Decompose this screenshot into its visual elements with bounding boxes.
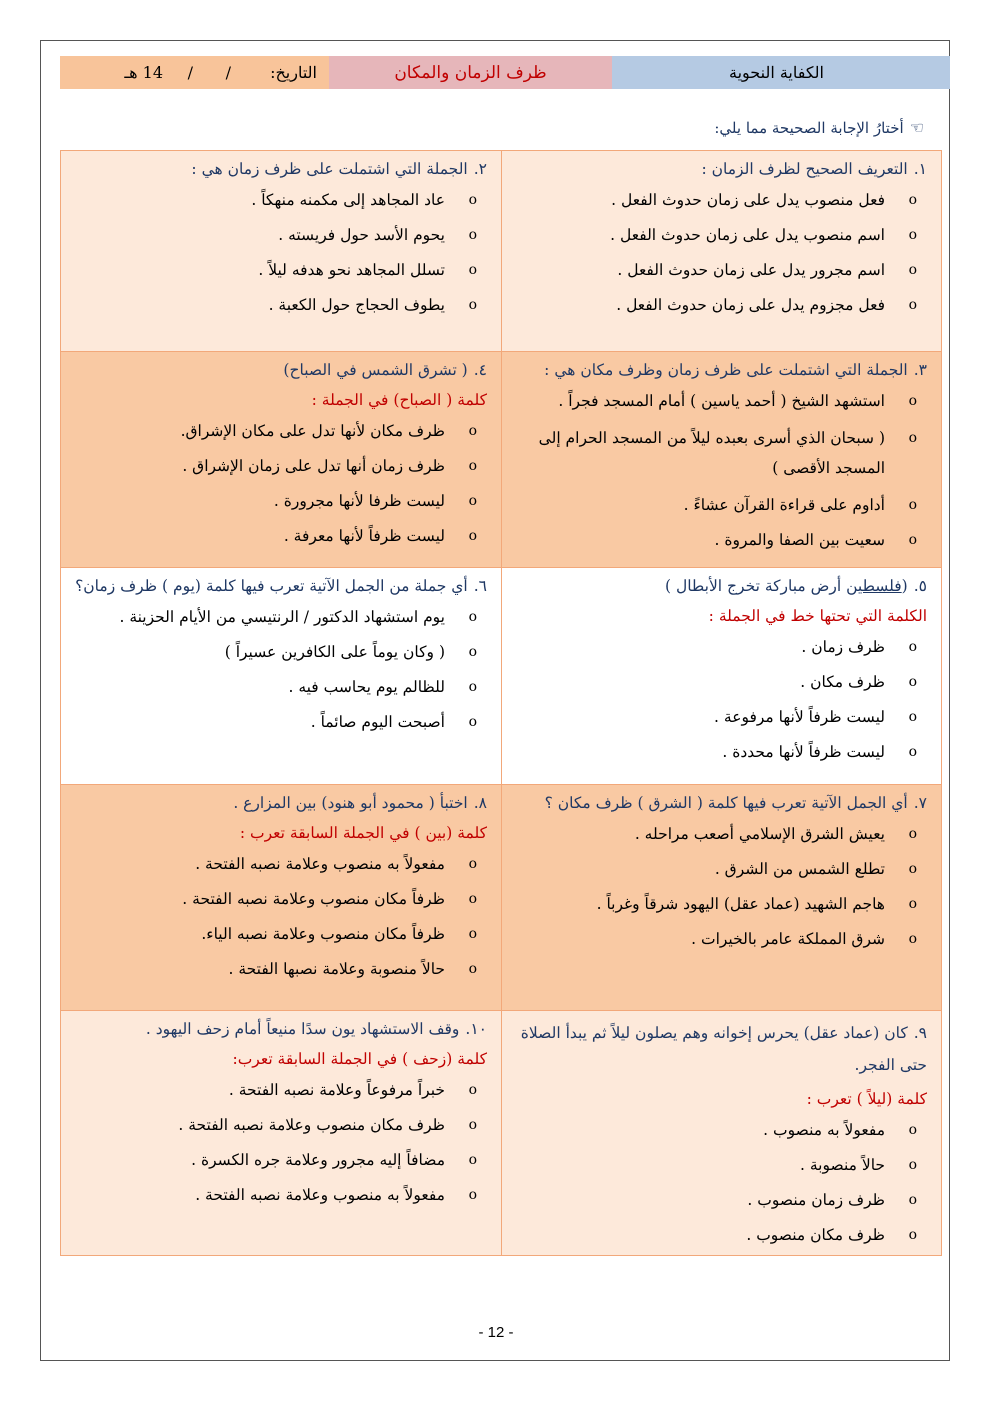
- question-number: ٩.: [913, 1024, 927, 1042]
- option[interactable]: o ظرف مكان لأنها تدل على مكان الإشراق.: [71, 418, 487, 444]
- question-number: ٥.: [913, 577, 927, 595]
- radio-circle-icon[interactable]: o: [468, 423, 477, 439]
- option[interactable]: o خبراً مرفوعاً وعلامة نصبه الفتحة .: [71, 1077, 487, 1103]
- radio-circle-icon[interactable]: o: [908, 262, 917, 278]
- option[interactable]: o ظرف مكان منصوب وعلامة نصبه الفتحة .: [71, 1112, 487, 1138]
- question-row: [61, 1011, 941, 1255]
- option[interactable]: o ظرفاً مكان منصوب وعلامة نصبه الياء.: [71, 921, 487, 947]
- option[interactable]: o ظرف مكان .: [512, 669, 927, 695]
- question-row: [61, 568, 941, 785]
- question-3: [501, 352, 941, 567]
- radio-circle-icon[interactable]: o: [468, 1187, 477, 1203]
- option[interactable]: o مضافاً إليه مجرور وعلامة جره الكسرة .: [71, 1147, 487, 1173]
- radio-circle-icon[interactable]: o: [468, 458, 477, 474]
- radio-circle-icon[interactable]: o: [468, 926, 477, 942]
- subject-label: الكفاية النحوية: [612, 56, 950, 89]
- question-number: ٢.: [473, 160, 487, 178]
- option[interactable]: o ( سبحان الذي أسرى بعبده ليلاً من المسجد الحرام إلى المسجد الأقصى ): [512, 423, 927, 483]
- option[interactable]: o يطوف الحجاج حول الكعبة .: [71, 292, 487, 318]
- question-number: ٧.: [913, 794, 927, 812]
- radio-circle-icon[interactable]: o: [908, 1122, 917, 1138]
- question-number: ٦.: [473, 577, 487, 595]
- question-10: [61, 1011, 501, 1255]
- question-1: [501, 151, 941, 351]
- option[interactable]: o ( وكان يوماً على الكافرين عسيراً ): [71, 639, 487, 665]
- question-text: كان (عماد عقل) يحرس إخوانه وهم يصلون ليلاً ثم يبدأ الصلاة حتى الفجر.: [520, 1024, 927, 1074]
- question-6: [61, 568, 501, 784]
- option[interactable]: o سعيت بين الصفا والمروة .: [512, 527, 927, 553]
- radio-circle-icon[interactable]: o: [468, 609, 477, 625]
- pointing-hand-icon: ☜: [909, 118, 924, 137]
- question-text: أي جملة من الجمل الآتية تعرب فيها كلمة (يوم ) ظرف زمان؟: [75, 577, 468, 595]
- question-text: التعريف الصحيح لظرف الزمان :: [701, 160, 908, 178]
- radio-circle-icon[interactable]: o: [908, 931, 917, 947]
- option[interactable]: o هاجم الشهيد (عماد عقل) اليهود شرقاً وغرباً .: [512, 891, 927, 917]
- radio-circle-icon[interactable]: o: [908, 1192, 917, 1208]
- question-number: ٨.: [473, 794, 487, 812]
- instruction: [714, 118, 924, 137]
- radio-circle-icon[interactable]: o: [468, 1082, 477, 1098]
- question-number: ١.: [913, 160, 927, 178]
- option[interactable]: o أداوم على قراءة القرآن عشاءً .: [512, 492, 927, 518]
- option[interactable]: o حالاً منصوبة .: [512, 1152, 927, 1178]
- radio-circle-icon[interactable]: o: [468, 192, 477, 208]
- option[interactable]: o فعل مجزوم يدل على زمان حدوث الفعل .: [512, 292, 927, 318]
- option[interactable]: o للظالم يوم يحاسب فيه .: [71, 674, 487, 700]
- option[interactable]: o ظرف زمان .: [512, 634, 927, 660]
- option[interactable]: o ظرف زمان أنها تدل على زمان الإشراق .: [71, 453, 487, 479]
- question-number: ٣.: [913, 361, 927, 379]
- option[interactable]: o اسم مجرور يدل على زمان حدوث الفعل .: [512, 257, 927, 283]
- radio-circle-icon[interactable]: o: [468, 493, 477, 509]
- question-text: ( تشرق الشمس في الصباح): [283, 361, 468, 379]
- radio-circle-icon[interactable]: o: [468, 856, 477, 872]
- radio-circle-icon[interactable]: o: [908, 192, 917, 208]
- question-subtitle: كلمة (زحف ) في الجملة السابقة تعرب:: [232, 1050, 487, 1068]
- radio-circle-icon[interactable]: o: [908, 393, 917, 409]
- date-label: التاريخ:: [270, 63, 317, 82]
- option[interactable]: o أصبحت اليوم صائماً .: [71, 709, 487, 735]
- question-subtitle: كلمة (ليلاً ) تعرب :: [806, 1090, 927, 1108]
- option[interactable]: o ليست ظرفاً لأنها مرفوعة .: [512, 704, 927, 730]
- question-2: [61, 151, 501, 351]
- question-5: ٥.(فلسطين أرض مباركة تخرج الأبطال ) الكلمة التي تحتها خط في الجملة : o ظرف زمان . o ظرف مكان . o ليست ظرفاً لأنها مرفوعة . o ليست ظرفاً لأنها محددة .: [501, 568, 941, 784]
- radio-circle-icon[interactable]: o: [468, 227, 477, 243]
- question-8: [61, 785, 501, 1010]
- option[interactable]: o ليست ظرفاً لأنها محددة .: [512, 739, 927, 765]
- radio-circle-icon[interactable]: o: [468, 297, 477, 313]
- option[interactable]: o يعيش الشرق الإسلامي أصعب مراحله .: [512, 821, 927, 847]
- radio-circle-icon[interactable]: o: [468, 679, 477, 695]
- header-bar: [60, 56, 950, 89]
- radio-circle-icon[interactable]: o: [908, 861, 917, 877]
- date-year: 14 هـ: [124, 63, 163, 82]
- option[interactable]: o يحوم الأسد حول فريسته .: [71, 222, 487, 248]
- radio-circle-icon[interactable]: o: [908, 826, 917, 842]
- option[interactable]: o ليست ظرفاً لأنها معرفة .: [71, 523, 487, 549]
- radio-circle-icon[interactable]: o: [908, 896, 917, 912]
- radio-circle-icon[interactable]: o: [908, 1227, 917, 1243]
- radio-circle-icon[interactable]: o: [468, 961, 477, 977]
- radio-circle-icon[interactable]: o: [908, 532, 917, 548]
- radio-circle-icon[interactable]: o: [908, 674, 917, 690]
- radio-circle-icon[interactable]: o: [908, 744, 917, 760]
- option[interactable]: o مفعولاً به منصوب وعلامة نصبه الفتحة .: [71, 1182, 487, 1208]
- radio-circle-icon[interactable]: o: [908, 430, 917, 446]
- radio-circle-icon[interactable]: o: [908, 297, 917, 313]
- question-row: [61, 352, 941, 568]
- date-slash: /: [225, 63, 231, 82]
- radio-circle-icon[interactable]: o: [908, 639, 917, 655]
- page-title: ظرف الزمان والمكان: [329, 56, 612, 89]
- question-text: الجملة التي اشتملت على ظرف زمان وظرف مكان هي :: [544, 361, 908, 379]
- question-subtitle: كلمة (بين ) في الجملة السابقة تعرب :: [239, 824, 487, 842]
- question-text: أي الجمل الآتية تعرب فيها كلمة ( الشرق ) ظرف مكان ؟: [544, 794, 908, 812]
- question-9: [501, 1011, 941, 1255]
- option[interactable]: o يوم استشهاد الدكتور / الرنتيسي من الأيام الحزينة .: [71, 604, 487, 630]
- radio-circle-icon[interactable]: o: [908, 1157, 917, 1173]
- radio-circle-icon[interactable]: o: [468, 891, 477, 907]
- question-subtitle: كلمة ( الصباح) في الجملة :: [311, 391, 487, 409]
- page-number: - 12 -: [478, 1324, 514, 1341]
- question-subtitle: الكلمة التي تحتها خط في الجملة :: [708, 607, 927, 625]
- radio-circle-icon[interactable]: o: [468, 714, 477, 730]
- option[interactable]: o عاد المجاهد إلى مكمنه منهكاً .: [71, 187, 487, 213]
- option[interactable]: o ظرف مكان منصوب .: [512, 1222, 927, 1248]
- question-row: [61, 151, 941, 352]
- option[interactable]: o شرق المملكة عامر بالخيرات .: [512, 926, 927, 952]
- question-number: ٤.: [473, 361, 487, 379]
- option[interactable]: o مفعولاً به منصوب .: [512, 1117, 927, 1143]
- question-row: [61, 785, 941, 1011]
- question-7: [501, 785, 941, 1010]
- radio-circle-icon[interactable]: o: [468, 262, 477, 278]
- radio-circle-icon[interactable]: o: [908, 227, 917, 243]
- option[interactable]: o استشهد الشيخ ( أحمد ياسين ) أمام المسجد فجراً .: [512, 388, 927, 414]
- date-field: [60, 56, 329, 89]
- question-text: اختبأ ( محمود أبو هنود) بين المزارع .: [233, 794, 468, 812]
- option[interactable]: o مفعولاً به منصوب وعلامة نصبه الفتحة .: [71, 851, 487, 877]
- underlined-word: فلسطين: [846, 577, 902, 595]
- option[interactable]: o ليست ظرفا لأنها مجرورة .: [71, 488, 487, 514]
- date-slash: /: [187, 63, 193, 82]
- option[interactable]: o حالاً منصوبة وعلامة نصبها الفتحة .: [71, 956, 487, 982]
- radio-circle-icon[interactable]: o: [908, 709, 917, 725]
- option[interactable]: o فعل منصوب يدل على زمان حدوث الفعل .: [512, 187, 927, 213]
- radio-circle-icon[interactable]: o: [908, 497, 917, 513]
- option[interactable]: o ظرف زمان منصوب .: [512, 1187, 927, 1213]
- option[interactable]: o تسلل المجاهد نحو هدفه ليلاً .: [71, 257, 487, 283]
- question-4: [61, 352, 501, 567]
- instruction-text: أختارُ الإجابة الصحيحة مما يلي:: [714, 118, 904, 137]
- question-text: الجملة التي اشتملت على ظرف زمان هي :: [191, 160, 468, 178]
- radio-circle-icon[interactable]: o: [468, 528, 477, 544]
- question-text: وقف الاستشهاد يون سدًا منيعاً أمام زحف اليهود .: [145, 1020, 460, 1038]
- questions-grid: [60, 150, 942, 1256]
- question-number: ١٠.: [465, 1020, 487, 1038]
- radio-circle-icon[interactable]: o: [468, 1152, 477, 1168]
- radio-circle-icon[interactable]: o: [468, 644, 477, 660]
- option[interactable]: o ظرفاً مكان منصوب وعلامة نصبه الفتحة .: [71, 886, 487, 912]
- option[interactable]: o تطلع الشمس من الشرق .: [512, 856, 927, 882]
- radio-circle-icon[interactable]: o: [468, 1117, 477, 1133]
- option[interactable]: o اسم منصوب يدل على زمان حدوث الفعل .: [512, 222, 927, 248]
